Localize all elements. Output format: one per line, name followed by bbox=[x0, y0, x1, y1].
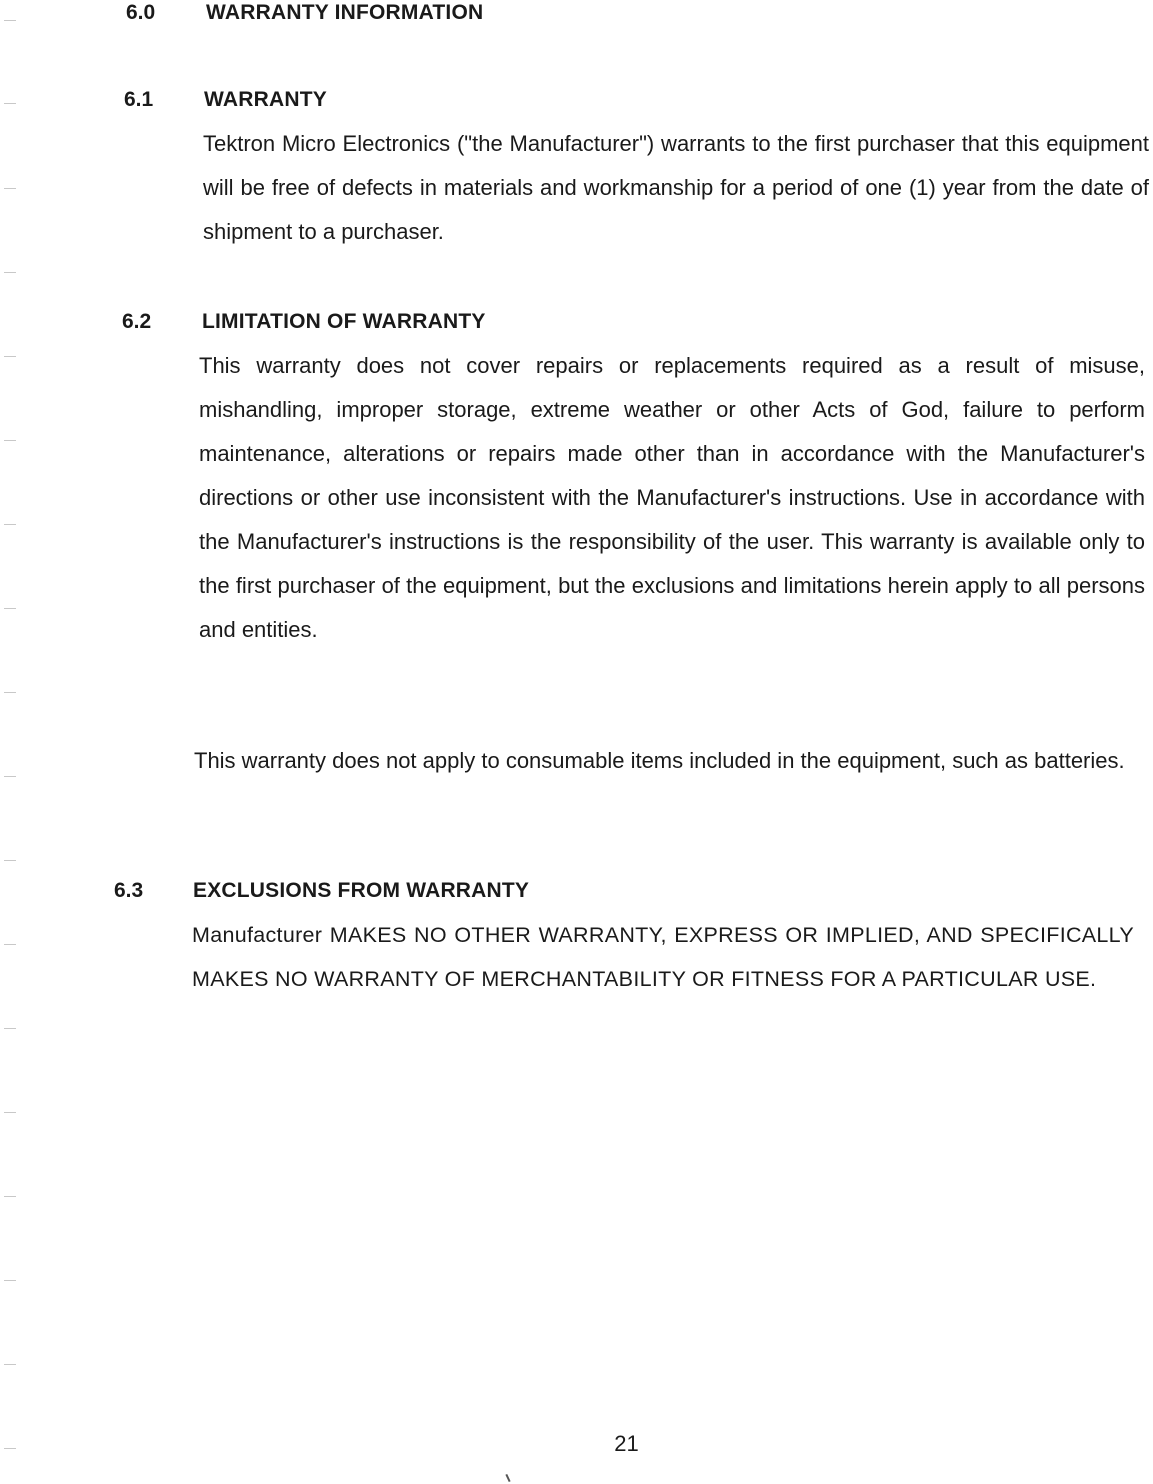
scan-artifact bbox=[505, 1474, 510, 1482]
section-number-6-0: 6.0 bbox=[126, 1, 156, 24]
warranty-paragraph: Tektron Micro Electronics ("the Manufacturer") warrants to the first purchaser that this equipment will be free of defects in materials and workmanship for a period of one (1) year from the date of shipment to a purchaser. bbox=[203, 131, 1149, 244]
section-title-warranty: WARRANTY bbox=[204, 88, 327, 111]
section-number-6-2: 6.2 bbox=[122, 310, 152, 333]
section-number-6-1: 6.1 bbox=[124, 88, 154, 111]
limitation-paragraph: This warranty does not cover repairs or replacements required as a result of misuse, mishandling, improper storage, extreme weather or other Acts of God, failure to perform maintenance, alterations or repairs made other than in accordance with the Manufacturer's directions or other use inconsistent with the Manufacturer's instructions. Use in accordance with the Manufacturer's instructions is the responsibility of the user. This warranty is available only to the first purchaser of the equipment, but the exclusions and limitations herein apply to all persons and entities. bbox=[199, 353, 1145, 642]
exclusions-paragraph: Manufacturer MAKES NO OTHER WARRANTY, EXPRESS OR IMPLIED, AND SPECIFICALLY MAKES NO WARRANTY OF MERCHANTABILITY OR FITNESS FOR A PARTICULAR USE. bbox=[192, 923, 1134, 991]
section-title-exclusions-from-warranty: EXCLUSIONS FROM WARRANTY bbox=[193, 879, 530, 902]
section-title-warranty-information: WARRANTY INFORMATION bbox=[206, 1, 484, 24]
section-title-limitation-of-warranty: LIMITATION OF WARRANTY bbox=[202, 310, 486, 333]
section-number-6-3: 6.3 bbox=[114, 879, 144, 902]
consumables-paragraph: This warranty does not apply to consumable items included in the equipment, such as batteries. bbox=[194, 748, 1125, 773]
margin-scan-marks bbox=[0, 0, 20, 1484]
page-number: 21 bbox=[614, 1431, 639, 1456]
